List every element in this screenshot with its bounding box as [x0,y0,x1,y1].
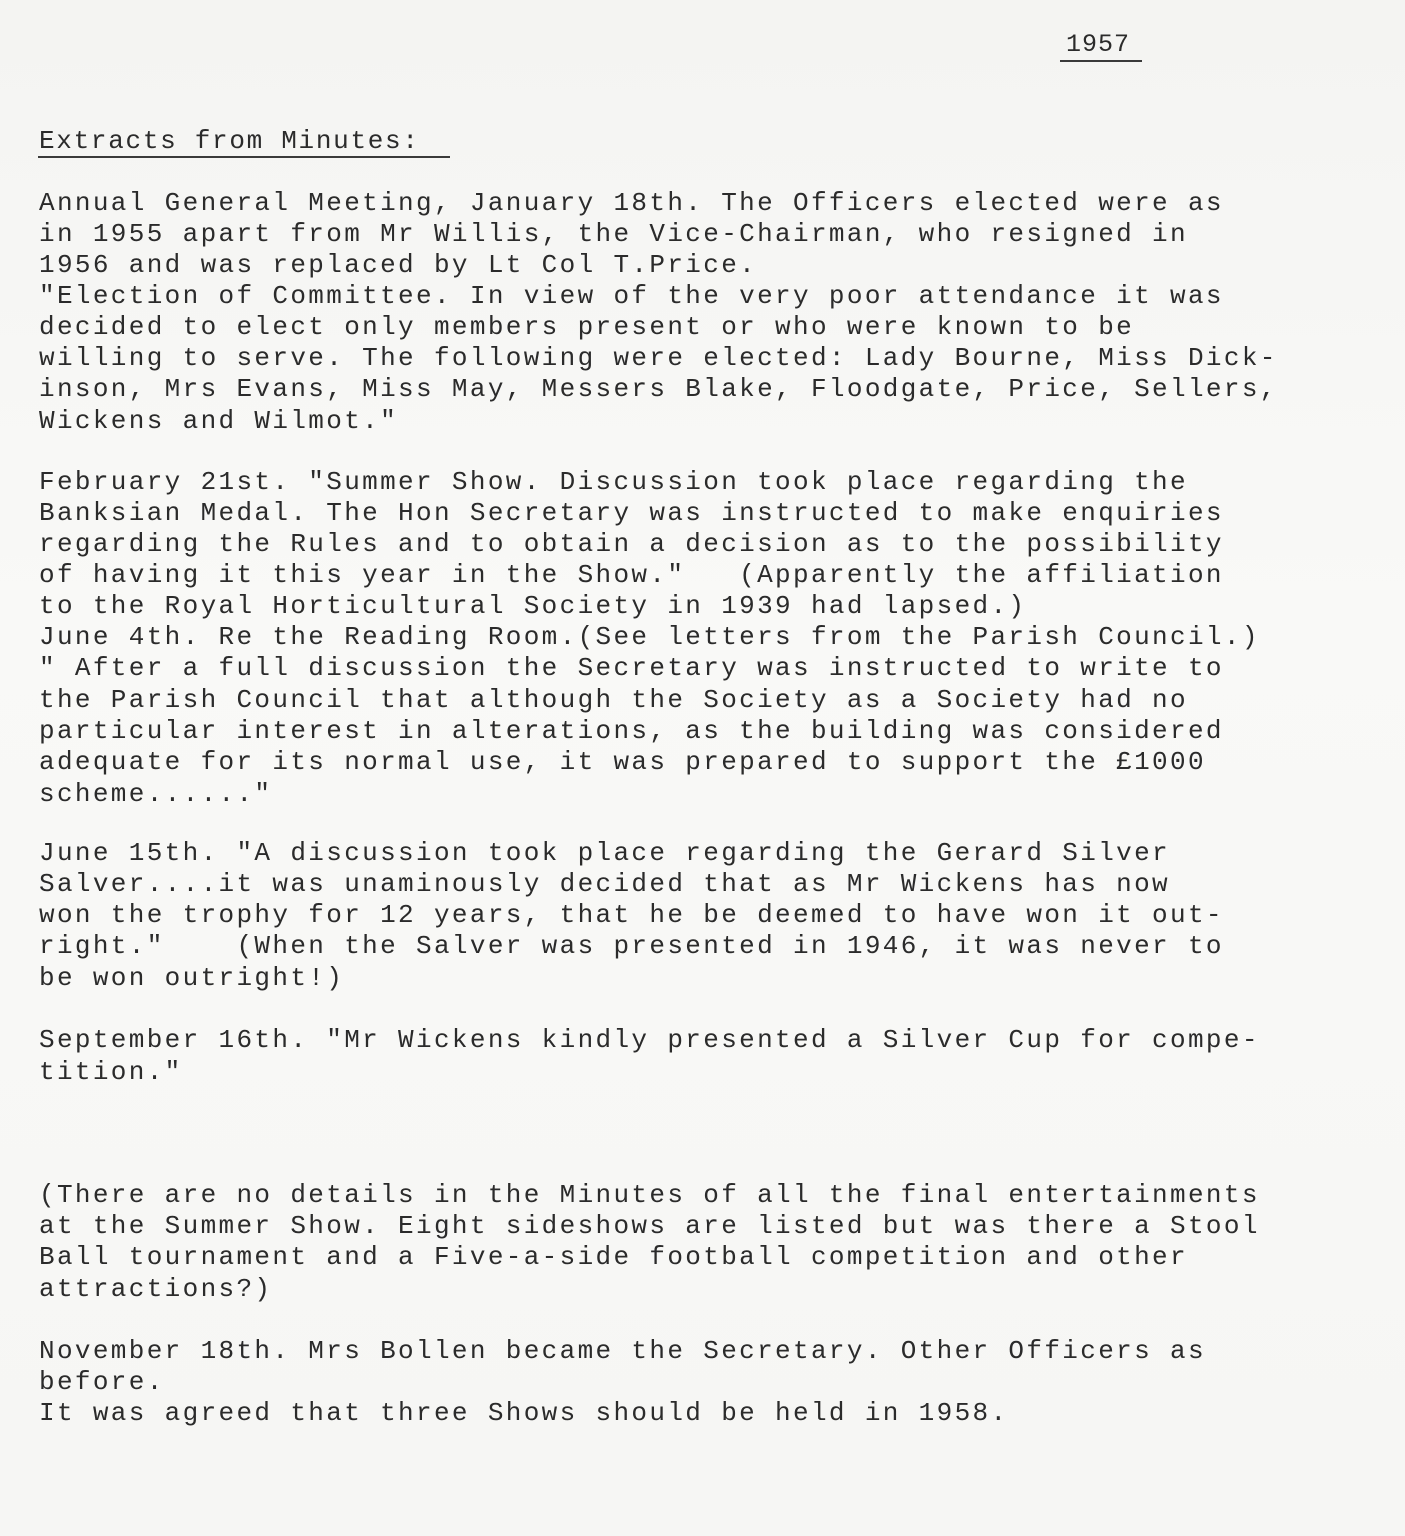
text-line: inson, Mrs Evans, Miss May, Messers Blake, Floodgate, Price, Sellers, [39,374,1278,404]
text-line: attractions?) [39,1274,273,1304]
text-line: Wickens and Wilmot." [39,406,399,436]
text-line: in 1955 apart from Mr Willis, the Vice-Chairman, who resigned in [39,219,1188,249]
text-line: regarding the Rules and to obtain a decision as to the possibility [39,529,1224,559]
text-line: It was agreed that three Shows should be held in 1958. [39,1398,1009,1428]
text-line: be won outright!) [39,963,345,993]
text-line: of having it this year in the Show." (Apparently the affiliation [39,560,1224,590]
section-heading: Extracts from Minutes: [39,126,420,156]
text-line: willing to serve. The following were elected: Lady Bourne, Miss Dick- [39,343,1278,373]
text-line: right." (When the Salver was presented in 1946, it was never to [39,931,1224,961]
text-line: tition." [39,1057,183,1087]
text-line: February 21st. "Summer Show. Discussion took place regarding the [39,467,1188,497]
page-year: 1957 [1066,30,1131,59]
text-line: decided to elect only members present or who were known to be [39,312,1135,342]
text-line: Banksian Medal. The Hon Secretary was instructed to make enquiries [39,498,1224,528]
year-underline [1060,60,1142,62]
text-line: June 4th. Re the Reading Room.(See letters from the Parish Council.) [39,622,1260,652]
text-line: "Election of Committee. In view of the very poor attendance it was [39,281,1224,311]
text-line: at the Summer Show. Eight sideshows are listed but was there a Stool [39,1211,1260,1241]
text-line: to the Royal Horticultural Society in 1939 had lapsed.) [39,591,1027,621]
text-line: (There are no details in the Minutes of all the final entertainments [39,1180,1260,1210]
text-line: won the trophy for 12 years, that he be deemed to have won it out- [39,900,1224,930]
text-line: particular interest in alterations, as the building was considered [39,716,1224,746]
text-line: " After a full discussion the Secretary was instructed to write to [39,653,1224,683]
text-line: before. [39,1367,165,1397]
text-line: 1956 and was replaced by Lt Col T.Price. [39,250,758,280]
text-line: Annual General Meeting, January 18th. The Officers elected were as [39,188,1224,218]
text-line: the Parish Council that although the Society as a Society had no [39,685,1188,715]
text-line: Salver....it was unaminously decided that as Mr Wickens has now [39,869,1171,899]
text-line: Ball tournament and a Five-a-side football competition and other [39,1242,1188,1272]
text-line: November 18th. Mrs Bollen became the Secretary. Other Officers as [39,1336,1206,1366]
text-line: June 15th. "A discussion took place regarding the Gerard Silver [39,838,1171,868]
text-line: adequate for its normal use, it was prepared to support the £1000 [39,747,1206,777]
text-line: scheme......" [39,779,273,809]
heading-underline [38,156,450,158]
text-line: September 16th. "Mr Wickens kindly presented a Silver Cup for compe- [39,1025,1260,1055]
